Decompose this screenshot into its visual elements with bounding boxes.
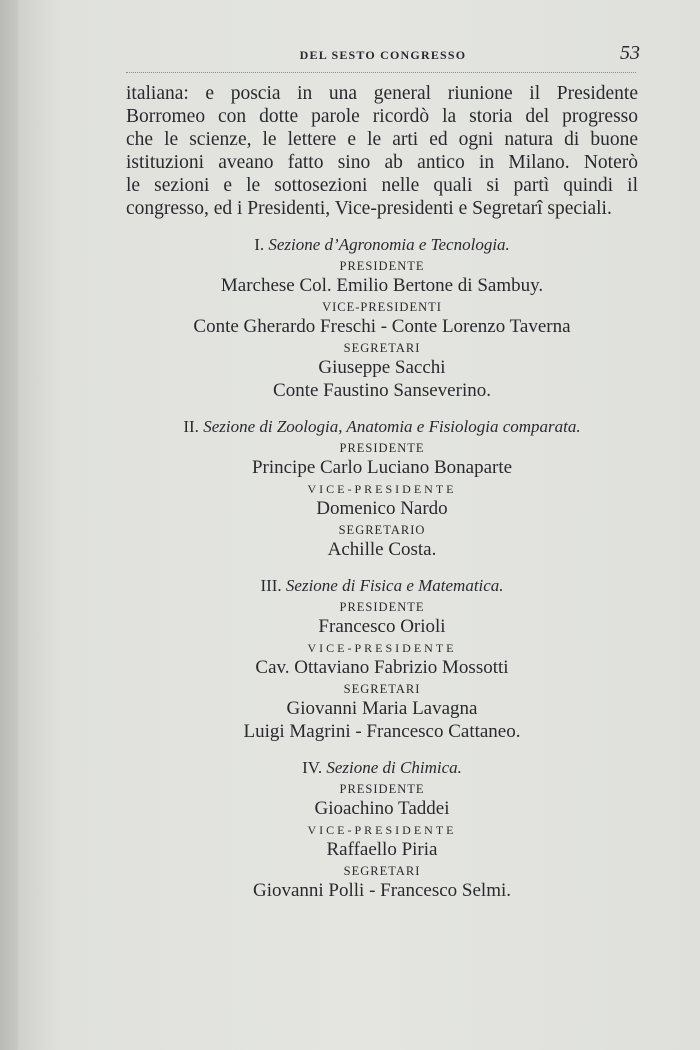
role-vice-president: VICE-PRESIDENTE	[307, 641, 457, 655]
running-head	[118, 44, 648, 68]
section-title	[126, 234, 638, 256]
president-name: Marchese Col. Emilio Bertone di Sambuy.	[220, 275, 544, 296]
running-title: DEL SESTO CONGRESSO	[299, 48, 467, 62]
role-vice-president: VICE-PRESIDENTE	[307, 823, 457, 837]
section-title	[126, 575, 638, 597]
page-number: 53	[620, 42, 640, 64]
intro-line: le sezioni e le sottosezioni nelle quali si partì quindi il	[126, 175, 638, 196]
vice-president-name: Raffaello Piria	[326, 839, 438, 860]
section-name: Sezione di Chimica.	[326, 758, 462, 777]
intro-line: istituzioni aveano fatto sino ab antico in Milano. Noterò	[126, 152, 638, 173]
section-numeral: IV.	[302, 758, 323, 777]
section-name: Sezione di Fisica e Matematica.	[285, 576, 504, 595]
intro-line: italiana: e poscia in una general riunione il Presidente	[126, 83, 638, 104]
role-vice-president: VICE-PRESIDENTI	[322, 300, 442, 314]
role-secretary: SEGRETARI	[343, 341, 421, 355]
intro-line: congresso, ed i Presidenti, Vice-presidenti e Segretarî speciali.	[126, 198, 612, 219]
role-secretary: SEGRETARI	[343, 682, 421, 696]
president-name: Gioachino Taddei	[314, 798, 450, 819]
president-name: Principe Carlo Luciano Bonaparte	[251, 457, 513, 478]
vice-president-name: Cav. Ottaviano Fabrizio Mossotti	[255, 657, 509, 678]
secretary-name: Giovanni Maria Lavagna	[286, 698, 478, 719]
role-vice-president: VICE-PRESIDENTE	[307, 482, 457, 496]
header-rule	[126, 72, 636, 73]
role-president: PRESIDENTE	[339, 782, 425, 796]
role-president: PRESIDENTE	[339, 600, 425, 614]
vice-president-name: Conte Gherardo Freschi - Conte Lorenzo Taverna	[193, 316, 571, 337]
section-name: Sezione d’Agronomia e Tecnologia.	[268, 235, 510, 254]
secretary-name: Achille Costa.	[327, 539, 437, 560]
book-gutter	[0, 0, 18, 1050]
section-numeral: II.	[183, 417, 199, 436]
role-secretary: SEGRETARI	[343, 864, 421, 878]
secretary-name: Conte Faustino Sanseverino.	[273, 380, 491, 401]
section-numeral: III.	[260, 576, 282, 595]
section-numeral: I.	[254, 235, 265, 254]
section-title	[126, 757, 638, 779]
secretary-name: Giovanni Polli - Francesco Selmi.	[252, 880, 512, 901]
role-president: PRESIDENTE	[339, 441, 425, 455]
president-name: Francesco Orioli	[318, 616, 446, 637]
vice-president-name: Domenico Nardo	[316, 498, 448, 519]
sections-list	[126, 234, 638, 902]
intro-line: che le scienze, le lettere e le arti ed ogni natura di buone	[126, 129, 638, 150]
secretary-name: Luigi Magrini - Francesco Cattaneo.	[243, 721, 521, 742]
role-secretary: SEGRETARIO	[338, 523, 426, 537]
intro-line: Borromeo con dotte parole ricordò la storia del progresso	[126, 106, 638, 127]
intro-paragraph	[126, 82, 638, 220]
secretary-name: Giuseppe Sacchi	[318, 357, 446, 378]
role-president: PRESIDENTE	[339, 259, 425, 273]
section-name: Sezione di Zoologia, Anatomia e Fisiologia comparata.	[203, 417, 581, 436]
section-title	[126, 416, 638, 438]
